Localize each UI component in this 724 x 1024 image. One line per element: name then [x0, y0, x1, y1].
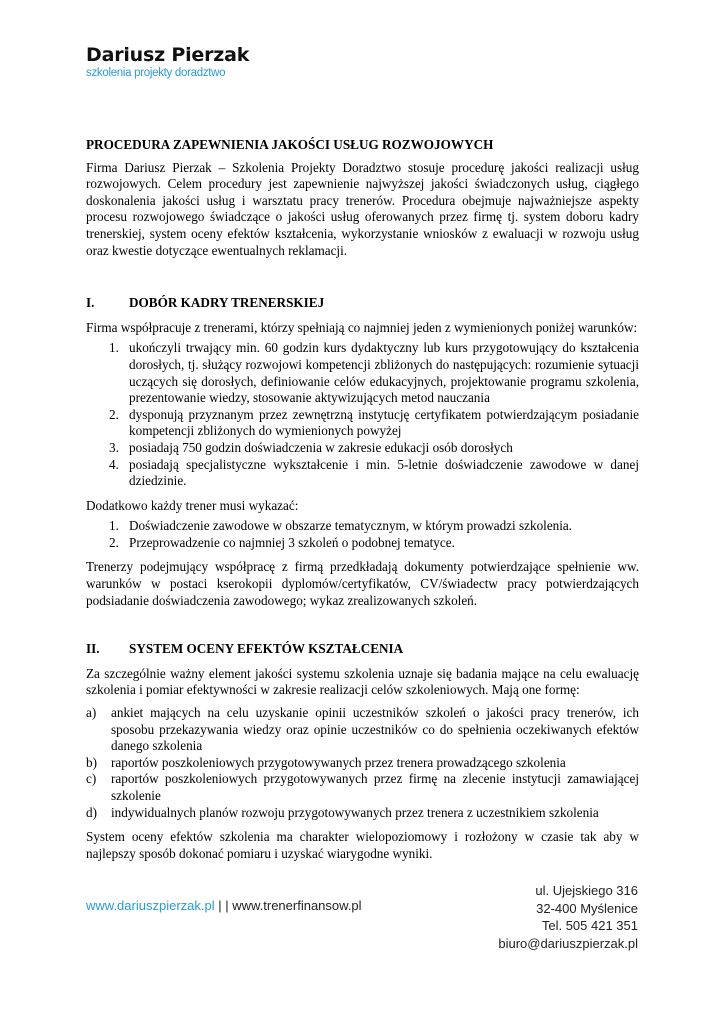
section-1-closing: Trenerzy podejmujący współpracę z firmą przedkładają dokumenty potwierdzające spełnienie ww. warunków w postaci kserokopii dyplomów/certyfikatów, CV/świadectw pracy potwierdzających podsiadanie doświadczenia zawodowego; wykaz zrealizowanych szkoleń. — [86, 559, 639, 608]
trainer-extra-list — [86, 518, 639, 551]
document-body — [86, 137, 639, 862]
list-item: 2. Przeprowadzenie co najmniej 3 szkoleń o podobnej tematyce. — [109, 534, 455, 550]
email-address[interactable]: biuro@dariuszpierzak.pl — [498, 935, 638, 951]
company-name: Dariusz Pierzak — [86, 44, 250, 66]
list-item: 1. Doświadczenie zawodowe w obszarze tematycznym, w którym prowadzi szkolenia. — [109, 518, 573, 534]
list-item: 2. dysponują przyznanym przez zewnętrzną instytucję certyfikatem potwierdzającym posiadanie kompetencji zbliżonych do wymienionych powyżej — [109, 406, 639, 439]
list-item: c) raportów poszkoleniowych przygotowywanych przez firmę na zlecenie instytucji zamawiającej szkolenie — [86, 771, 639, 803]
trenerfinansow-link[interactable]: www.trenerfinansow.pl — [232, 898, 362, 913]
section-2-number: II. — [86, 641, 100, 657]
footer-links — [86, 898, 362, 913]
address-city: 32-400 Myślenice — [536, 900, 638, 916]
section-2-title: SYSTEM OCENY EFEKTÓW KSZTAŁCENIA — [129, 641, 404, 657]
section-1-title: DOBÓR KADRY TRENERSKIEJ — [129, 295, 325, 311]
section-2-closing: System oceny efektów szkolenia ma charakter wielopoziomowy i rozłożony w czasie tak aby w najlepszy sposób dokonać pomiaru i uzyskać wiarygodne wyniki. — [86, 829, 639, 861]
list-item: a) ankiet mających na celu uzyskanie opinii uczestników szkoleń o jakości pracy trenerów, ich sposobu przekazywania wiedzy oraz opinie uczestników co do spełnienia oczekiwanych efektów danego szkolenia — [86, 705, 639, 754]
website-link[interactable]: www.dariuszpierzak.pl — [86, 898, 215, 913]
link-separator: | | — [214, 898, 233, 913]
section-2-heading — [86, 641, 639, 658]
trainer-conditions-list — [86, 340, 639, 489]
evaluation-forms-list — [86, 705, 639, 821]
intro-paragraph: Firma Dariusz Pierzak – Szkolenia Projekty Doradztwo stosuje procedurę jakości realizacji usług rozwojowych. Celem procedury jest zapewnienie najwyższej jakości świadczonych usług, ciągłego doskonalenia jakości usług i warsztatu pracy trenerów. Procedura obejmuje najważniejsze aspekty procesu rozwojowego świadczące o jakości usług oferowanych przez firmę tj. system doboru kadry trenerskiej, system oceny efektów kształcenia, wykorzystanie wniosków z ewaluacji w rozwoju usług oraz kwestie dotyczące ewentualnych reklamacji. — [86, 159, 639, 258]
section-2-lead: Za szczególnie ważny element jakości systemu szkolenia uznaje się badania mające na celu ewaluację szkolenia i pomiar efektywności w zakresie realizacji celów szkoleniowych. Mają one formę: — [86, 665, 639, 698]
phone-number: Tel. 505 421 351 — [541, 918, 638, 933]
document-title: PROCEDURA ZAPEWNIENIA JAKOŚCI USŁUG ROZWOJOWYCH — [86, 137, 494, 152]
list-item: 4. posiadają specjalistyczne wykształcenie i min. 5-letnie doświadczenie zawodowe w danej dziedzinie. — [109, 456, 639, 489]
address-street: ul. Ujejskiego 316 — [535, 883, 638, 898]
footer-address — [498, 882, 638, 952]
company-tagline: szkolenia projekty doradztwo — [86, 67, 226, 79]
list-item: b) raportów poszkoleniowych przygotowywanych przez trenera prowadzącego szkolenia — [86, 754, 566, 770]
section-1-lead: Firma współpracuje z trenerami, którzy spełniają co najmniej jeden z wymienionych poniżej warunków: — [86, 319, 638, 335]
list-item: 1. ukończyli trwający min. 60 godzin kurs dydaktyczny lub kurs przygotowujący do kształcenia dorosłych, tj. służący rozwojowi kompetencji zbliżonych do następujących: rozumienie sytuacji uczących się dorosłych, definiowanie celów edukacyjnych, projektowanie programu szkolenia, prezentowanie wiedzy, stosowanie aktywizujących metod nauczania — [109, 340, 639, 406]
section-1-extra-lead: Dodatkowo każdy trener musi wykazać: — [86, 497, 299, 513]
list-item: d) indywidualnych planów rozwoju przygotowywanych przez trenera z uczestnikiem szkolenia — [86, 804, 599, 820]
letterhead-brand — [86, 43, 249, 80]
section-1-number: I. — [86, 295, 95, 311]
section-1-heading — [86, 295, 639, 312]
list-item: 3. posiadają 750 godzin doświadczenia w zakresie edukacji osób dorosłych — [109, 439, 513, 455]
